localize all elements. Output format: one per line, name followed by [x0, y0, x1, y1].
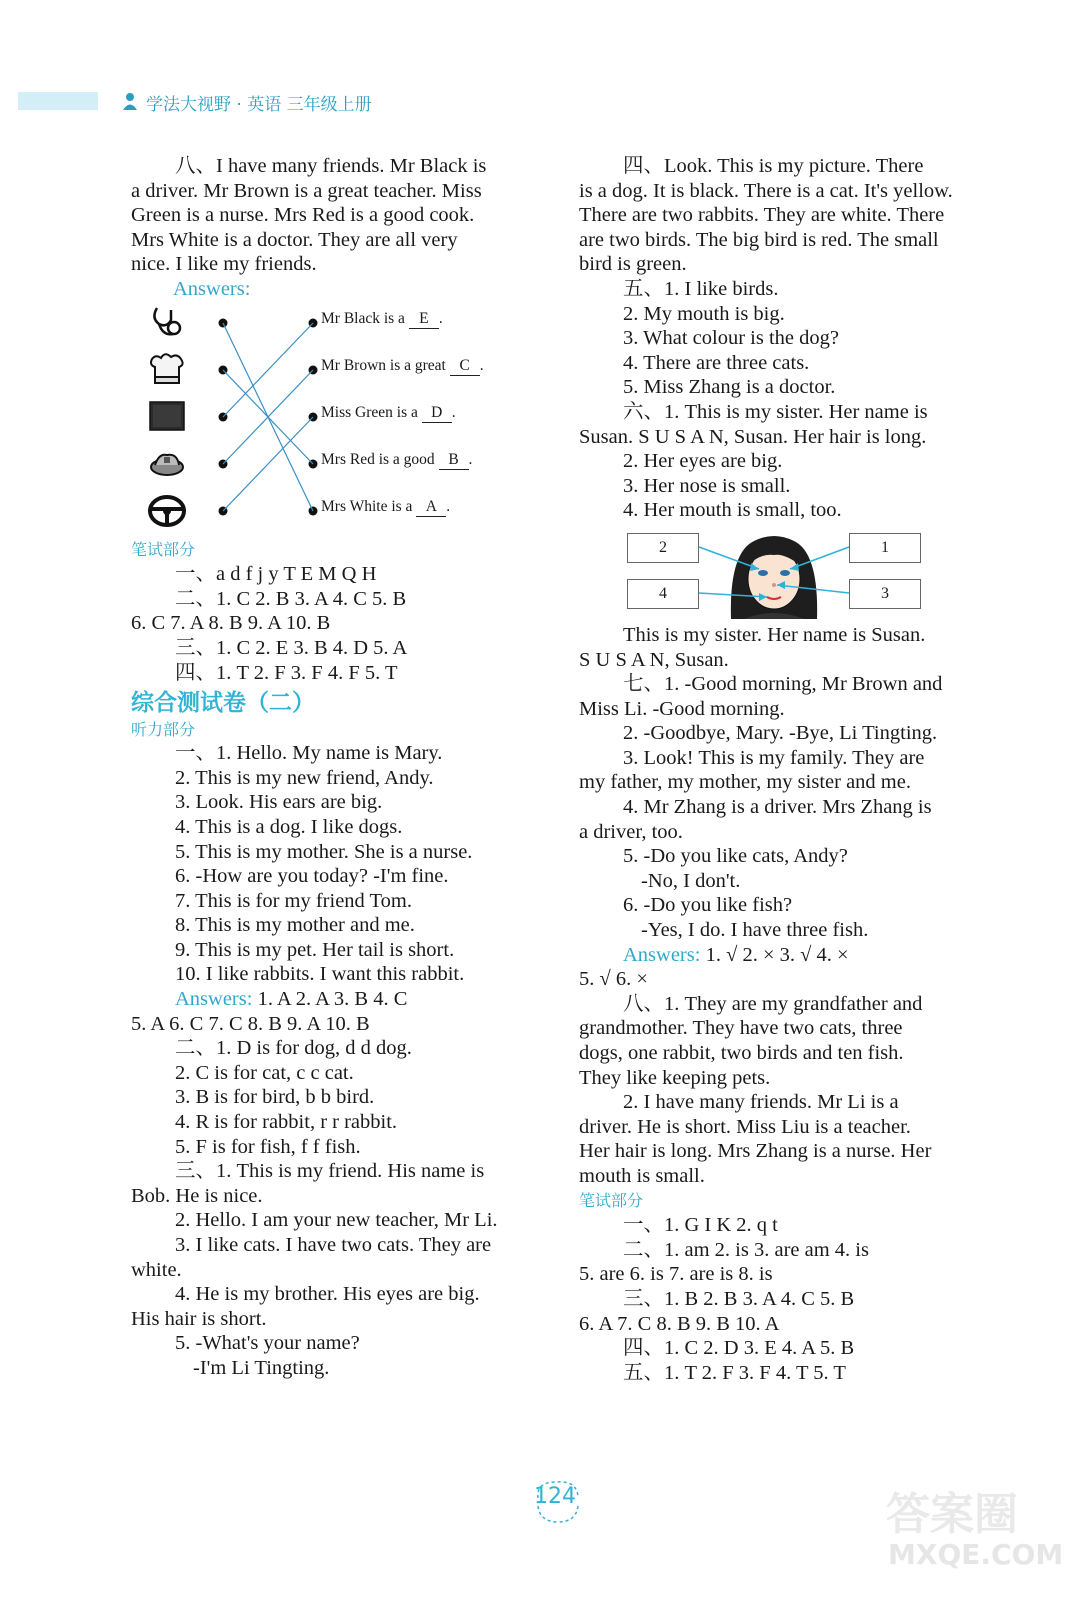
paragraph-line: grandmother. They have two cats, three — [579, 1017, 903, 1040]
answers-label: Answers: — [175, 988, 253, 1011]
answer-line: This is my sister. Her name is Susan. — [623, 623, 926, 646]
answer-line: 7. This is for my friend Tom. — [175, 889, 412, 912]
answer-line: 3. I like cats. I have two cats. They are — [175, 1234, 492, 1256]
answer-line: Bob. He is nice. — [131, 1184, 263, 1207]
answer-line: 2. Her eyes are big. — [623, 450, 783, 473]
right-column — [579, 154, 986, 1385]
paragraph-line: bird is green. — [579, 253, 687, 276]
match-sentence — [321, 498, 450, 517]
paragraph-line: driver. He is short. Miss Liu is a teacher. — [579, 1115, 911, 1138]
nurse-cap-icon — [147, 443, 187, 483]
answer-line: 2. This is my new friend, Andy. — [175, 766, 434, 789]
page-number-text: 124 — [534, 1484, 576, 1509]
label-box: 4 — [627, 579, 699, 609]
blackboard-icon — [147, 396, 187, 436]
answer-line: 2. Hello. I am your new teacher, Mr Li. — [175, 1209, 498, 1232]
match-label: Mrs Red is a good — [321, 450, 435, 468]
paragraph-line: 八、I have many friends. Mr Black is — [175, 155, 487, 177]
answer-line: S U S A N, Susan. — [579, 648, 729, 671]
match-end: . — [468, 450, 473, 468]
match-sentence — [321, 451, 472, 470]
watermark-logo: 答案圈 — [886, 1489, 1018, 1540]
paragraph-line: nice. I like my friends. — [131, 253, 317, 276]
answer-line: 二、1. C 2. B 3. A 4. C 5. B — [175, 587, 407, 610]
paragraph-line: mouth is small. — [579, 1164, 705, 1187]
paragraph-line: a driver. Mr Brown is a great teacher. Miss — [131, 179, 482, 202]
answer-line: 四、1. T 2. F 3. F 4. F 5. T — [175, 661, 398, 684]
answer-line: 6. C 7. A 8. B 9. A 10. B — [131, 612, 331, 635]
answer-line: 3. What colour is the dog? — [623, 327, 839, 350]
match-sentence — [321, 310, 443, 329]
answer-line: 3. B is for bird, b b bird. — [175, 1086, 375, 1109]
answer-line: white. — [131, 1258, 182, 1281]
chef-hat-icon — [147, 349, 187, 389]
match-row — [131, 349, 531, 395]
answer-line: 5. Miss Zhang is a doctor. — [623, 376, 836, 399]
answer-line: -Yes, I do. I have three fish. — [641, 919, 869, 942]
answer-line: 六、1. This is my sister. Her name is — [623, 400, 928, 423]
answer-line: 三、1. This is my friend. His name is — [175, 1160, 485, 1183]
section-label-written: 笔试部分 — [131, 539, 196, 559]
girl-labeling-exercise — [579, 523, 979, 623]
paragraph-line: Mrs White is a doctor. They are all very — [131, 228, 458, 251]
answers-values: 1. √ 2. × 3. √ 4. × — [705, 943, 849, 966]
answer-line: 2. C is for cat, c c cat. — [175, 1061, 354, 1084]
answer-line: 3. Look! This is my family. They are — [623, 746, 925, 769]
answer-line: 9. This is my pet. Her tail is short. — [175, 938, 455, 961]
match-row — [131, 396, 531, 442]
match-label: Mrs White is a — [321, 497, 413, 515]
answer-line: 三、1. C 2. E 3. B 4. D 5. A — [175, 636, 408, 659]
match-answer: C — [450, 357, 480, 376]
match-answer: E — [409, 310, 439, 329]
paragraph-line: Her hair is long. Mrs Zhang is a nurse. Her — [579, 1140, 932, 1163]
label-box: 1 — [849, 533, 921, 563]
paragraph-line: 八、1. They are my grandfather and — [623, 992, 923, 1015]
answer-line: 4. R is for rabbit, r r rabbit. — [175, 1111, 398, 1134]
match-end: . — [479, 356, 484, 374]
match-answer: B — [439, 451, 469, 470]
left-column — [131, 154, 536, 1381]
answer-line: 4. He is my brother. His eyes are big. — [175, 1283, 480, 1306]
answer-line: 5. This is my mother. She is a nurse. — [175, 840, 473, 863]
match-sentence — [321, 404, 456, 423]
answers-values: 1. A 2. A 3. B 4. C — [257, 988, 408, 1011]
page-number — [530, 1476, 586, 1526]
paragraph-line: There are two rabbits. They are white. There — [579, 204, 945, 227]
match-row — [131, 443, 531, 489]
answer-line: 8. This is my mother and me. — [175, 914, 415, 937]
answer-line: Miss Li. -Good morning. — [579, 697, 785, 720]
book-title: 学法大视野 · 英语 三年级上册 — [146, 95, 372, 115]
answer-line: 6. A 7. C 8. B 9. B 10. A — [579, 1312, 780, 1335]
section-label-written: 笔试部分 — [579, 1190, 644, 1210]
answer-line: 3. Her nose is small. — [623, 474, 791, 497]
match-sentence — [321, 357, 484, 376]
steering-wheel-icon — [147, 490, 187, 530]
girl-face-icon — [579, 523, 979, 623]
match-answer: D — [422, 404, 452, 423]
answer-line: Susan. S U S A N, Susan. Her hair is long. — [579, 425, 927, 448]
answer-line: 5. F is for fish, f f fish. — [175, 1135, 361, 1158]
answer-line: 二、1. D is for dog, d d dog. — [175, 1037, 412, 1060]
answer-line: 2. -Goodbye, Mary. -Bye, Li Tingting. — [623, 722, 938, 745]
answer-line: 4. Her mouth is small, too. — [623, 499, 842, 522]
answer-line: my father, my mother, my sister and me. — [579, 771, 911, 794]
answers-label: Answers: — [623, 943, 701, 966]
answer-line: 4. There are three cats. — [623, 351, 810, 374]
match-answer: A — [416, 498, 446, 517]
watermark-url: MXQE.COM — [888, 1538, 1064, 1571]
answer-line — [131, 987, 536, 1012]
section-label-listening: 听力部分 — [131, 720, 196, 740]
answer-line: His hair is short. — [131, 1307, 267, 1330]
match-row — [131, 490, 531, 536]
answer-line: -I'm Li Tingting. — [193, 1356, 330, 1379]
answer-line: 一、a d f j y T E M Q H — [175, 563, 377, 586]
match-end: . — [451, 403, 456, 421]
answer-line: 5. are 6. is 7. are is 8. is — [579, 1263, 773, 1286]
answer-line: -No, I don't. — [641, 869, 741, 892]
paragraph-line: They like keeping pets. — [579, 1066, 771, 1089]
answer-line: 四、1. C 2. D 3. E 4. A 5. B — [623, 1337, 855, 1360]
answer-line: 4. This is a dog. I like dogs. — [175, 815, 403, 838]
answer-line: 5. -What's your name? — [175, 1332, 360, 1355]
match-label: Mr Black is a — [321, 309, 405, 327]
matching-exercise — [131, 302, 531, 538]
match-row — [131, 302, 531, 348]
answer-line: 七、1. -Good morning, Mr Brown and — [623, 673, 943, 696]
answer-line: 6. -Do you like fish? — [623, 894, 793, 917]
match-label: Miss Green is a — [321, 403, 418, 421]
answer-line: 三、1. B 2. B 3. A 4. C 5. B — [623, 1287, 855, 1310]
answer-line: 一、1. Hello. My name is Mary. — [175, 742, 443, 765]
answer-line: 5. -Do you like cats, Andy? — [623, 845, 848, 868]
paragraph-line: is a dog. It is black. There is a cat. It's yellow. — [579, 179, 953, 202]
label-box: 3 — [849, 579, 921, 609]
label-box: 2 — [627, 533, 699, 563]
answer-line: 5. A 6. C 7. C 8. B 9. A 10. B — [131, 1012, 370, 1035]
paragraph-line: are two birds. The big bird is red. The small — [579, 228, 939, 251]
answer-line: 二、1. am 2. is 3. are am 4. is — [623, 1238, 869, 1261]
answer-line: 10. I like rabbits. I want this rabbit. — [175, 963, 465, 986]
match-end: . — [446, 497, 451, 515]
stethoscope-icon — [147, 302, 187, 342]
answer-line: 4. Mr Zhang is a driver. Mrs Zhang is — [623, 796, 932, 819]
answer-line: 五、1. T 2. F 3. F 4. T 5. T — [623, 1361, 846, 1384]
watermark — [876, 1478, 1066, 1598]
paragraph-line: Green is a nurse. Mrs Red is a good cook. — [131, 204, 475, 227]
test-title: 综合测试卷（二） — [131, 690, 315, 717]
match-label: Mr Brown is a great — [321, 356, 446, 374]
answer-line: 五、1. I like birds. — [623, 277, 779, 300]
answer-line: 2. My mouth is big. — [623, 302, 785, 325]
reader-icon — [122, 92, 138, 110]
answer-line: 3. Look. His ears are big. — [175, 791, 383, 814]
answer-line: 一、1. G I K 2. q t — [623, 1214, 778, 1237]
paragraph-line: 四、Look. This is my picture. There — [623, 155, 924, 177]
page-header — [18, 88, 498, 118]
answers-label: Answers: — [173, 277, 251, 300]
header-band — [18, 92, 98, 110]
answer-line: 5. √ 6. × — [579, 968, 648, 991]
answer-line — [579, 943, 986, 968]
paragraph-line: dogs, one rabbit, two birds and ten fish. — [579, 1042, 904, 1064]
match-end: . — [438, 309, 443, 327]
answer-line: 6. -How are you today? -I'm fine. — [175, 865, 449, 888]
paragraph-line: 2. I have many friends. Mr Li is a — [623, 1091, 899, 1114]
answer-line: a driver, too. — [579, 820, 683, 843]
